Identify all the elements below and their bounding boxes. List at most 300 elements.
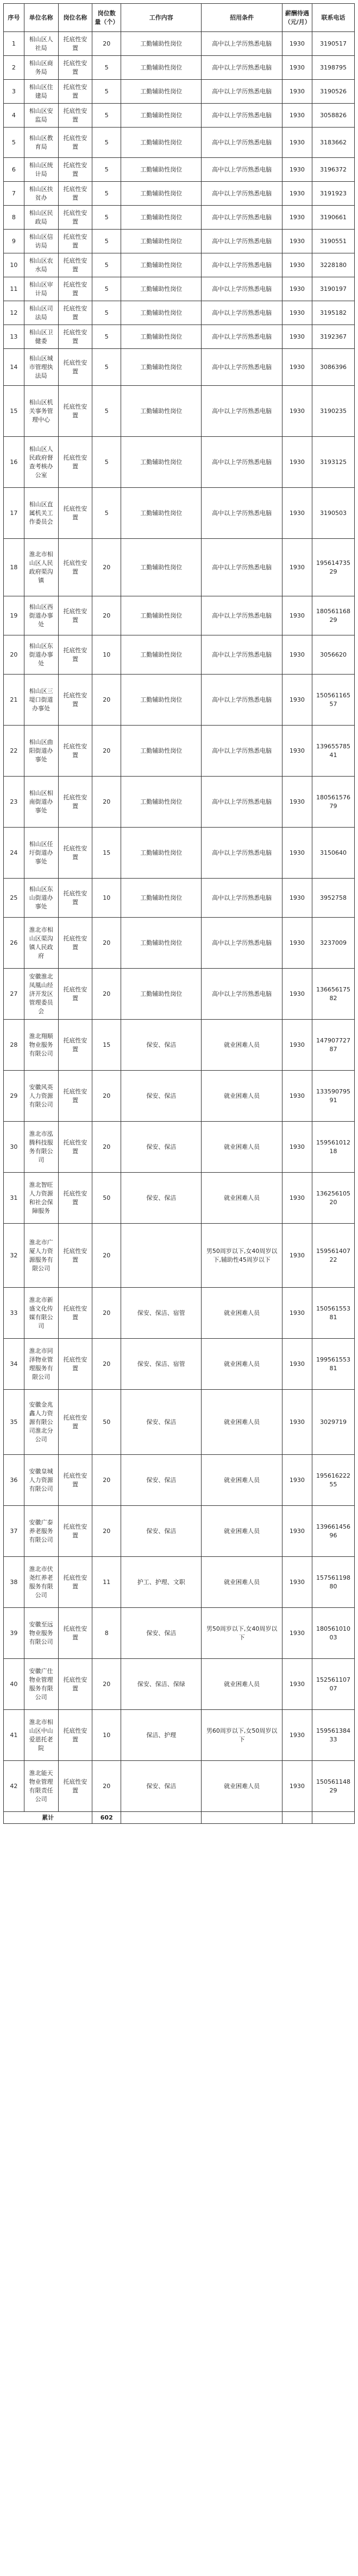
cell-no: 1 — [4, 32, 24, 56]
cell-pay: 1930 — [282, 158, 312, 182]
cell-phone: 3190551 — [312, 230, 355, 253]
cell-work: 工勤辅助性岗位 — [121, 325, 202, 349]
cell-no: 4 — [4, 104, 24, 128]
cell-phone: 15256110707 — [312, 1659, 355, 1710]
cell-phone: 3029719 — [312, 1390, 355, 1455]
cell-unit: 淮北智旺人力资源和社会保障服务 — [24, 1173, 58, 1224]
cell-count: 15 — [92, 1020, 121, 1071]
header-work: 工作内容 — [121, 4, 202, 32]
cell-unit: 安徽广仕物业管理服务有限公司 — [24, 1659, 58, 1710]
cell-position: 托底性安置 — [58, 277, 92, 301]
cell-work: 工勤辅助性岗位 — [121, 918, 202, 969]
cell-unit: 相山区商务局 — [24, 56, 58, 80]
cell-work — [121, 1224, 202, 1288]
cell-position: 托底性安置 — [58, 1608, 92, 1659]
cell-work: 工勤辅助性岗位 — [121, 277, 202, 301]
cell-unit: 相山区机关事务管理中心 — [24, 386, 58, 437]
cell-unit: 安徽皇城人力资源有限公司 — [24, 1455, 58, 1506]
cell-no: 35 — [4, 1390, 24, 1455]
cell-count: 20 — [92, 777, 121, 828]
cell-work: 工勤辅助性岗位 — [121, 635, 202, 675]
cell-no: 16 — [4, 437, 24, 488]
table-row — [4, 158, 355, 182]
cell-condition: 高中以上学历熟悉电脑 — [202, 32, 282, 56]
cell-no: 20 — [4, 635, 24, 675]
cell-no: 42 — [4, 1761, 24, 1812]
cell-condition: 高中以上学历熟悉电脑 — [202, 277, 282, 301]
cell-phone: 19561622255 — [312, 1455, 355, 1506]
cell-phone: 3190526 — [312, 80, 355, 104]
cell-work: 工勤辅助性岗位 — [121, 349, 202, 386]
cell-pay: 1930 — [282, 253, 312, 277]
table-row — [4, 726, 355, 777]
cell-no: 38 — [4, 1557, 24, 1608]
cell-phone: 3195182 — [312, 301, 355, 325]
cell-count: 20 — [92, 1455, 121, 1506]
cell-unit: 安徽广泰养老服务有限公司 — [24, 1506, 58, 1557]
cell-pay: 1930 — [282, 828, 312, 879]
cell-phone: 15056116557 — [312, 675, 355, 726]
cell-no: 13 — [4, 325, 24, 349]
cell-no: 22 — [4, 726, 24, 777]
cell-unit: 安徽风英人力资源有限公司 — [24, 1071, 58, 1122]
cell-position: 托底性安置 — [58, 325, 92, 349]
cell-count: 20 — [92, 1224, 121, 1288]
cell-no: 21 — [4, 675, 24, 726]
cell-position: 托底性安置 — [58, 253, 92, 277]
cell-pay: 1930 — [282, 596, 312, 635]
cell-no: 8 — [4, 206, 24, 230]
cell-position: 托底性安置 — [58, 879, 92, 918]
cell-condition: 高中以上学历熟悉电脑 — [202, 128, 282, 158]
cell-work: 保安、保洁、保绿 — [121, 1659, 202, 1710]
table-row — [4, 828, 355, 879]
cell-no: 39 — [4, 1608, 24, 1659]
cell-position: 托底性安置 — [58, 1224, 92, 1288]
cell-condition: 就业困难人员 — [202, 1659, 282, 1710]
cell-phone: 15956138433 — [312, 1710, 355, 1761]
cell-work: 保安、保洁 — [121, 1173, 202, 1224]
cell-unit: 安徽至远物业服务有限公司 — [24, 1608, 58, 1659]
cell-phone: 3190235 — [312, 386, 355, 437]
cell-position: 托底性安置 — [58, 726, 92, 777]
total-empty-phone — [312, 1812, 355, 1824]
cell-pay: 1930 — [282, 104, 312, 128]
cell-condition: 高中以上学历熟悉电脑 — [202, 253, 282, 277]
cell-unit: 淮北市相山区中山爱恩托老院 — [24, 1710, 58, 1761]
cell-condition: 高中以上学历熟悉电脑 — [202, 325, 282, 349]
cell-work: 工勤辅助性岗位 — [121, 386, 202, 437]
cell-position: 托底性安置 — [58, 1761, 92, 1812]
cell-count: 11 — [92, 1557, 121, 1608]
table-row — [4, 230, 355, 253]
cell-pay: 1930 — [282, 1455, 312, 1506]
cell-no: 12 — [4, 301, 24, 325]
cell-phone: 13359079591 — [312, 1071, 355, 1122]
table-row — [4, 1288, 355, 1339]
cell-count: 5 — [92, 301, 121, 325]
cell-condition: 男60周岁以下,女50周岁以下 — [202, 1710, 282, 1761]
cell-position: 托底性安置 — [58, 1288, 92, 1339]
cell-condition: 高中以上学历熟悉电脑 — [202, 182, 282, 206]
cell-unit: 相山区城市管理执法局 — [24, 349, 58, 386]
table-row — [4, 349, 355, 386]
cell-pay: 1930 — [282, 128, 312, 158]
cell-pay: 1930 — [282, 1288, 312, 1339]
cell-count: 5 — [92, 488, 121, 539]
cell-work: 工勤辅助性岗位 — [121, 128, 202, 158]
cell-unit: 相山区农水局 — [24, 253, 58, 277]
cell-condition: 男50周岁以下,女40周岁以下,辅助性45周岁以下 — [202, 1224, 282, 1288]
cell-pay: 1930 — [282, 182, 312, 206]
table-row — [4, 635, 355, 675]
header-unit: 单位名称 — [24, 4, 58, 32]
cell-unit: 相山区统计局 — [24, 158, 58, 182]
cell-no: 10 — [4, 253, 24, 277]
cell-phone: 3183662 — [312, 128, 355, 158]
cell-count: 20 — [92, 918, 121, 969]
cell-position: 托底性安置 — [58, 1173, 92, 1224]
cell-condition: 就业困难人员 — [202, 1020, 282, 1071]
cell-condition: 就业困难人员 — [202, 1071, 282, 1122]
cell-count: 20 — [92, 675, 121, 726]
cell-condition: 高中以上学历熟悉电脑 — [202, 206, 282, 230]
cell-unit: 相山区西街道办事处 — [24, 596, 58, 635]
cell-phone: 13966145696 — [312, 1506, 355, 1557]
cell-phone: 3056620 — [312, 635, 355, 675]
cell-work: 工勤辅助性岗位 — [121, 158, 202, 182]
cell-phone: 3952758 — [312, 879, 355, 918]
cell-unit: 淮北市伏尧红养老服务有限公司 — [24, 1557, 58, 1608]
cell-work: 保安、保洁 — [121, 1071, 202, 1122]
cell-phone: 15056114829 — [312, 1761, 355, 1812]
cell-condition: 高中以上学历熟悉电脑 — [202, 596, 282, 635]
table-row — [4, 1710, 355, 1761]
cell-position: 托底性安置 — [58, 1659, 92, 1710]
cell-position: 托底性安置 — [58, 488, 92, 539]
cell-no: 40 — [4, 1659, 24, 1710]
cell-unit: 相山区直属机关工作委员会 — [24, 488, 58, 539]
cell-position: 托底性安置 — [58, 349, 92, 386]
cell-unit: 相山区曲阳街道办事处 — [24, 726, 58, 777]
cell-work: 工勤辅助性岗位 — [121, 253, 202, 277]
cell-unit: 相山区教育局 — [24, 128, 58, 158]
cell-condition: 就业困难人员 — [202, 1173, 282, 1224]
cell-position: 托底性安置 — [58, 206, 92, 230]
table-row — [4, 1339, 355, 1390]
cell-condition: 高中以上学历熟悉电脑 — [202, 635, 282, 675]
cell-work: 工勤辅助性岗位 — [121, 596, 202, 635]
cell-no: 37 — [4, 1506, 24, 1557]
cell-condition: 就业困难人员 — [202, 1557, 282, 1608]
header-count: 岗位数量（个） — [92, 4, 121, 32]
cell-position: 托底性安置 — [58, 104, 92, 128]
table-row — [4, 386, 355, 437]
cell-position: 托底性安置 — [58, 1339, 92, 1390]
cell-count: 5 — [92, 349, 121, 386]
cell-count: 20 — [92, 1122, 121, 1173]
cell-pay: 1930 — [282, 277, 312, 301]
table-row — [4, 437, 355, 488]
cell-condition: 高中以上学历熟悉电脑 — [202, 828, 282, 879]
cell-count: 15 — [92, 828, 121, 879]
cell-unit: 淮北市同泽物业管理服务有限公司 — [24, 1339, 58, 1390]
cell-work: 工勤辅助性岗位 — [121, 437, 202, 488]
cell-no: 30 — [4, 1122, 24, 1173]
cell-no: 17 — [4, 488, 24, 539]
table-row — [4, 879, 355, 918]
cell-pay: 1930 — [282, 1020, 312, 1071]
cell-count: 5 — [92, 182, 121, 206]
cell-count: 5 — [92, 437, 121, 488]
cell-position: 托底性安置 — [58, 80, 92, 104]
cell-pay: 1930 — [282, 1122, 312, 1173]
cell-phone: 3228180 — [312, 253, 355, 277]
total-empty-pay — [282, 1812, 312, 1824]
cell-no: 23 — [4, 777, 24, 828]
cell-pay: 1930 — [282, 230, 312, 253]
cell-position: 托底性安置 — [58, 386, 92, 437]
cell-work: 保安、保洁、宿管 — [121, 1339, 202, 1390]
cell-count: 20 — [92, 1761, 121, 1812]
table-row — [4, 325, 355, 349]
table-row — [4, 1224, 355, 1288]
cell-phone: 3192367 — [312, 325, 355, 349]
table-row — [4, 1608, 355, 1659]
cell-count: 20 — [92, 539, 121, 596]
cell-work: 保安、保洁 — [121, 1390, 202, 1455]
cell-work: 保安、保洁 — [121, 1608, 202, 1659]
cell-pay: 1930 — [282, 32, 312, 56]
cell-no: 2 — [4, 56, 24, 80]
cell-condition: 就业困难人员 — [202, 1455, 282, 1506]
table-row — [4, 1455, 355, 1506]
cell-unit: 相山区信访局 — [24, 230, 58, 253]
cell-position: 托底性安置 — [58, 1506, 92, 1557]
cell-condition: 高中以上学历熟悉电脑 — [202, 158, 282, 182]
job-table — [3, 3, 355, 1824]
cell-phone: 15956101218 — [312, 1122, 355, 1173]
cell-unit: 相山区卫健委 — [24, 325, 58, 349]
cell-count: 10 — [92, 1710, 121, 1761]
cell-count: 20 — [92, 1506, 121, 1557]
cell-work: 工勤辅助性岗位 — [121, 726, 202, 777]
cell-condition: 就业困难人员 — [202, 1506, 282, 1557]
table-row — [4, 1173, 355, 1224]
cell-position: 托底性安置 — [58, 596, 92, 635]
cell-no: 15 — [4, 386, 24, 437]
cell-work: 保安、保洁 — [121, 1122, 202, 1173]
table-row — [4, 539, 355, 596]
cell-unit: 淮北市相山区人民政府渠沟镇 — [24, 539, 58, 596]
cell-no: 9 — [4, 230, 24, 253]
table-body — [4, 32, 355, 1812]
total-empty-condition — [202, 1812, 282, 1824]
cell-work: 工勤辅助性岗位 — [121, 104, 202, 128]
cell-no: 24 — [4, 828, 24, 879]
total-row — [4, 1812, 355, 1824]
cell-phone: 3198795 — [312, 56, 355, 80]
cell-count: 5 — [92, 128, 121, 158]
cell-work: 工勤辅助性岗位 — [121, 879, 202, 918]
cell-unit: 相山区安监局 — [24, 104, 58, 128]
table-row — [4, 1761, 355, 1812]
cell-pay: 1930 — [282, 386, 312, 437]
cell-pay: 1930 — [282, 301, 312, 325]
cell-condition: 高中以上学历熟悉电脑 — [202, 726, 282, 777]
table-row — [4, 277, 355, 301]
cell-phone: 13965578541 — [312, 726, 355, 777]
table-row — [4, 1557, 355, 1608]
cell-count: 20 — [92, 726, 121, 777]
cell-condition: 就业困难人员 — [202, 1761, 282, 1812]
cell-no: 34 — [4, 1339, 24, 1390]
cell-position: 托底性安置 — [58, 182, 92, 206]
table-row — [4, 56, 355, 80]
cell-no: 28 — [4, 1020, 24, 1071]
cell-count: 20 — [92, 1071, 121, 1122]
cell-condition: 高中以上学历熟悉电脑 — [202, 301, 282, 325]
cell-no: 18 — [4, 539, 24, 596]
cell-position: 托底性安置 — [58, 1710, 92, 1761]
total-label: 累计 — [4, 1812, 92, 1824]
cell-unit: 相山区东街道办事处 — [24, 635, 58, 675]
cell-unit: 相山区司法局 — [24, 301, 58, 325]
cell-condition: 高中以上学历熟悉电脑 — [202, 777, 282, 828]
cell-work: 保安、保洁、宿管 — [121, 1288, 202, 1339]
cell-position: 托底性安置 — [58, 437, 92, 488]
cell-position: 托底性安置 — [58, 635, 92, 675]
cell-count: 20 — [92, 1288, 121, 1339]
cell-work: 工勤辅助性岗位 — [121, 675, 202, 726]
cell-pay: 1930 — [282, 80, 312, 104]
cell-phone: 19561473529 — [312, 539, 355, 596]
cell-condition: 高中以上学历熟悉电脑 — [202, 104, 282, 128]
cell-work: 工勤辅助性岗位 — [121, 56, 202, 80]
cell-phone: 15056155381 — [312, 1288, 355, 1339]
cell-pay: 1930 — [282, 488, 312, 539]
cell-unit: 相山区扶贫办 — [24, 182, 58, 206]
cell-work: 工勤辅助性岗位 — [121, 488, 202, 539]
cell-pay: 1930 — [282, 879, 312, 918]
cell-no: 31 — [4, 1173, 24, 1224]
cell-position: 托底性安置 — [58, 56, 92, 80]
cell-count: 20 — [92, 1339, 121, 1390]
cell-position: 托底性安置 — [58, 128, 92, 158]
cell-phone: 3237009 — [312, 918, 355, 969]
cell-unit: 相山区相南街道办事处 — [24, 777, 58, 828]
cell-position: 托底性安置 — [58, 1071, 92, 1122]
cell-condition: 就业困难人员 — [202, 1122, 282, 1173]
cell-phone: 19956155381 — [312, 1339, 355, 1390]
cell-condition: 高中以上学历熟悉电脑 — [202, 918, 282, 969]
cell-pay: 1930 — [282, 539, 312, 596]
cell-phone: 3150640 — [312, 828, 355, 879]
cell-work: 保安、保洁 — [121, 1020, 202, 1071]
cell-unit: 淮北市泓腾科技服务有限公司 — [24, 1122, 58, 1173]
cell-position: 托底性安置 — [58, 828, 92, 879]
header-phone: 联系电话 — [312, 4, 355, 32]
cell-unit: 安徽淮北凤凰山经济开发区管理委员会 — [24, 969, 58, 1020]
cell-phone: 18056157679 — [312, 777, 355, 828]
cell-no: 6 — [4, 158, 24, 182]
cell-no: 11 — [4, 277, 24, 301]
cell-count: 20 — [92, 596, 121, 635]
cell-no: 36 — [4, 1455, 24, 1506]
cell-position: 托底性安置 — [58, 158, 92, 182]
cell-no: 19 — [4, 596, 24, 635]
cell-phone: 18056116829 — [312, 596, 355, 635]
table-row — [4, 777, 355, 828]
table-row — [4, 918, 355, 969]
cell-pay: 1930 — [282, 918, 312, 969]
cell-unit: 相山区任圩街道办事处 — [24, 828, 58, 879]
cell-pay: 1930 — [282, 1710, 312, 1761]
table-row — [4, 182, 355, 206]
table-row — [4, 104, 355, 128]
table-header-row — [4, 4, 355, 32]
cell-pay: 1930 — [282, 1390, 312, 1455]
table-row — [4, 32, 355, 56]
cell-position: 托底性安置 — [58, 1455, 92, 1506]
cell-position: 托底性安置 — [58, 1557, 92, 1608]
table-row — [4, 596, 355, 635]
cell-unit: 相山区住建局 — [24, 80, 58, 104]
cell-work: 工勤辅助性岗位 — [121, 182, 202, 206]
cell-phone: 15956140722 — [312, 1224, 355, 1288]
cell-condition: 高中以上学历熟悉电脑 — [202, 488, 282, 539]
cell-position: 托底性安置 — [58, 32, 92, 56]
table-row — [4, 1659, 355, 1710]
cell-unit: 安徽金兆鑫人力资源有限公司淮北分公司 — [24, 1390, 58, 1455]
cell-pay: 1930 — [282, 1224, 312, 1288]
cell-unit: 淮北能天物业管理有限责任公司 — [24, 1761, 58, 1812]
cell-count: 5 — [92, 80, 121, 104]
cell-condition: 高中以上学历熟悉电脑 — [202, 349, 282, 386]
cell-count: 10 — [92, 879, 121, 918]
cell-unit: 淮北翔顺物业服务有限公司 — [24, 1020, 58, 1071]
cell-count: 20 — [92, 32, 121, 56]
cell-phone: 15756119880 — [312, 1557, 355, 1608]
cell-position: 托底性安置 — [58, 969, 92, 1020]
cell-count: 5 — [92, 104, 121, 128]
cell-no: 14 — [4, 349, 24, 386]
cell-condition: 高中以上学历熟悉电脑 — [202, 437, 282, 488]
cell-work: 工勤辅助性岗位 — [121, 301, 202, 325]
cell-work: 保安、保洁 — [121, 1455, 202, 1506]
cell-no: 3 — [4, 80, 24, 104]
cell-count: 20 — [92, 1659, 121, 1710]
cell-pay: 1930 — [282, 1557, 312, 1608]
cell-count: 5 — [92, 230, 121, 253]
table-row — [4, 301, 355, 325]
cell-no: 33 — [4, 1288, 24, 1339]
cell-pay: 1930 — [282, 969, 312, 1020]
table-row — [4, 675, 355, 726]
cell-pay: 1930 — [282, 56, 312, 80]
table-row — [4, 253, 355, 277]
cell-pay: 1930 — [282, 437, 312, 488]
cell-position: 托底性安置 — [58, 1122, 92, 1173]
cell-unit: 淮北市相山区渠沟镇人民政府 — [24, 918, 58, 969]
cell-pay: 1930 — [282, 1339, 312, 1390]
cell-position: 托底性安置 — [58, 918, 92, 969]
cell-phone: 13625610520 — [312, 1173, 355, 1224]
cell-pay: 1930 — [282, 1608, 312, 1659]
cell-phone: 3086396 — [312, 349, 355, 386]
cell-condition: 高中以上学历熟悉电脑 — [202, 56, 282, 80]
cell-work: 护工、护理、文职 — [121, 1557, 202, 1608]
